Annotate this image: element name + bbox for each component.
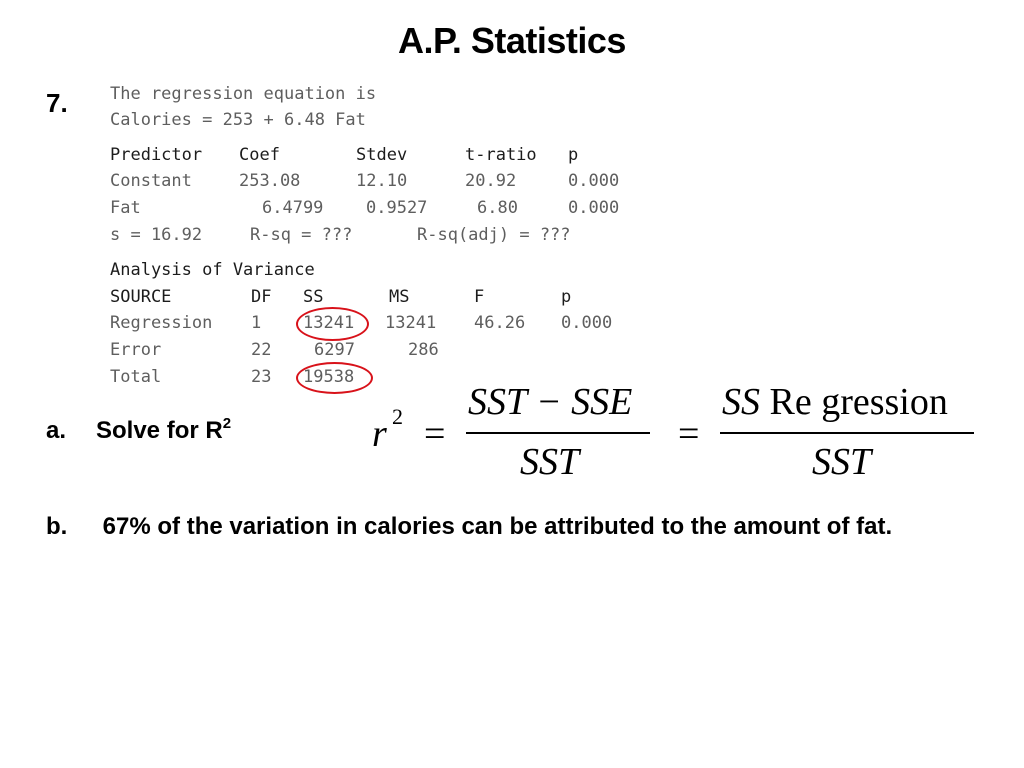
formula-frac2-denominator: SST [812, 441, 872, 483]
anova-table-row [110, 311, 613, 335]
coef-cell: 0.9527 [366, 198, 428, 218]
regression-equation-heading: The regression equation is [110, 84, 377, 104]
anova-cell: 1 [251, 313, 262, 333]
coef-cell: 12.10 [356, 171, 408, 191]
highlight-circle-ss-regression [296, 307, 369, 341]
regression-equation: Calories = 253 + 6.48 Fat [110, 110, 366, 130]
anova-header-cell: DF [251, 287, 272, 307]
coef-table-row [110, 169, 620, 193]
anova-cell: 23 [251, 367, 272, 387]
formula-equals-2: = [678, 413, 700, 455]
item-a-text-main: Solve for R [96, 417, 223, 444]
coef-header-cell: Coef [239, 145, 280, 165]
item-a-superscript: 2 [222, 415, 232, 432]
anova-cell: 19538 [303, 367, 355, 387]
anova-header-cell: SOURCE [110, 287, 172, 307]
item-b-text: 67% of the variation in calories can be attributed to the amount of fat. [96, 513, 893, 540]
anova-cell: Error [110, 340, 162, 360]
question-number: 7. [46, 88, 68, 118]
anova-cell: 22 [251, 340, 272, 360]
anova-cell: 0.000 [561, 313, 613, 333]
anova-header-cell: MS [389, 287, 410, 307]
anova-table-header [110, 285, 572, 309]
coef-cell: Fat [110, 198, 141, 218]
anova-cell: 13241 [303, 313, 355, 333]
anova-header-cell: SS [303, 287, 324, 307]
item-a-label: a. [46, 417, 67, 444]
formula-frac2-bar [720, 432, 974, 434]
anova-cell: 286 [408, 340, 439, 360]
anova-cell: Regression [110, 313, 213, 333]
coef-header-cell: Stdev [356, 145, 408, 165]
formula-frac1-bar [466, 432, 650, 434]
coef-cell: 6.80 [477, 198, 518, 218]
coef-table-header [110, 143, 579, 167]
formula-frac2-numerator [722, 380, 948, 424]
formula-frac1-denominator: SST [520, 441, 580, 483]
coef-header-cell: t-ratio [465, 145, 537, 165]
formula-frac2-word: Re gression [769, 381, 948, 423]
formula-r-exponent: 2 [392, 404, 403, 429]
formula-frac1-numerator: SST − SSE [468, 381, 633, 423]
anova-cell: Total [110, 367, 162, 387]
coef-cell: 20.92 [465, 171, 517, 191]
coef-cell: 0.000 [568, 171, 620, 191]
anova-header-cell: p [561, 287, 572, 307]
fit-stat-rsq: R-sq = ??? [250, 225, 353, 245]
anova-cell: 6297 [314, 340, 355, 360]
fit-stat-rsq-adj: R-sq(adj) = ??? [417, 225, 571, 245]
slide-title: A.P. Statistics [398, 20, 626, 61]
anova-cell: 46.26 [474, 313, 526, 333]
item-a-text [96, 410, 231, 452]
anova-header-cell: F [474, 287, 485, 307]
fit-stat-s: s = 16.92 [110, 225, 203, 245]
coef-cell: 253.08 [239, 171, 301, 191]
formula-frac2-ss: SS [722, 381, 760, 423]
coef-cell: 0.000 [568, 198, 620, 218]
formula-equals-1: = [424, 413, 446, 455]
coef-header-cell: Predictor [110, 145, 203, 165]
minitab-printout [110, 82, 650, 392]
anova-table-row [110, 338, 439, 362]
coef-header-cell: p [568, 145, 579, 165]
coef-cell: Constant [110, 171, 192, 191]
formula-r: r [372, 413, 387, 455]
coef-cell: 6.4799 [262, 198, 324, 218]
anova-cell: 13241 [385, 313, 437, 333]
fit-stats-row [110, 223, 571, 247]
item-b-label: b. [46, 513, 68, 540]
r-squared-formula [360, 376, 990, 496]
anova-title: Analysis of Variance [110, 260, 315, 280]
anova-table-row [110, 365, 355, 389]
coef-table-row [110, 196, 620, 220]
